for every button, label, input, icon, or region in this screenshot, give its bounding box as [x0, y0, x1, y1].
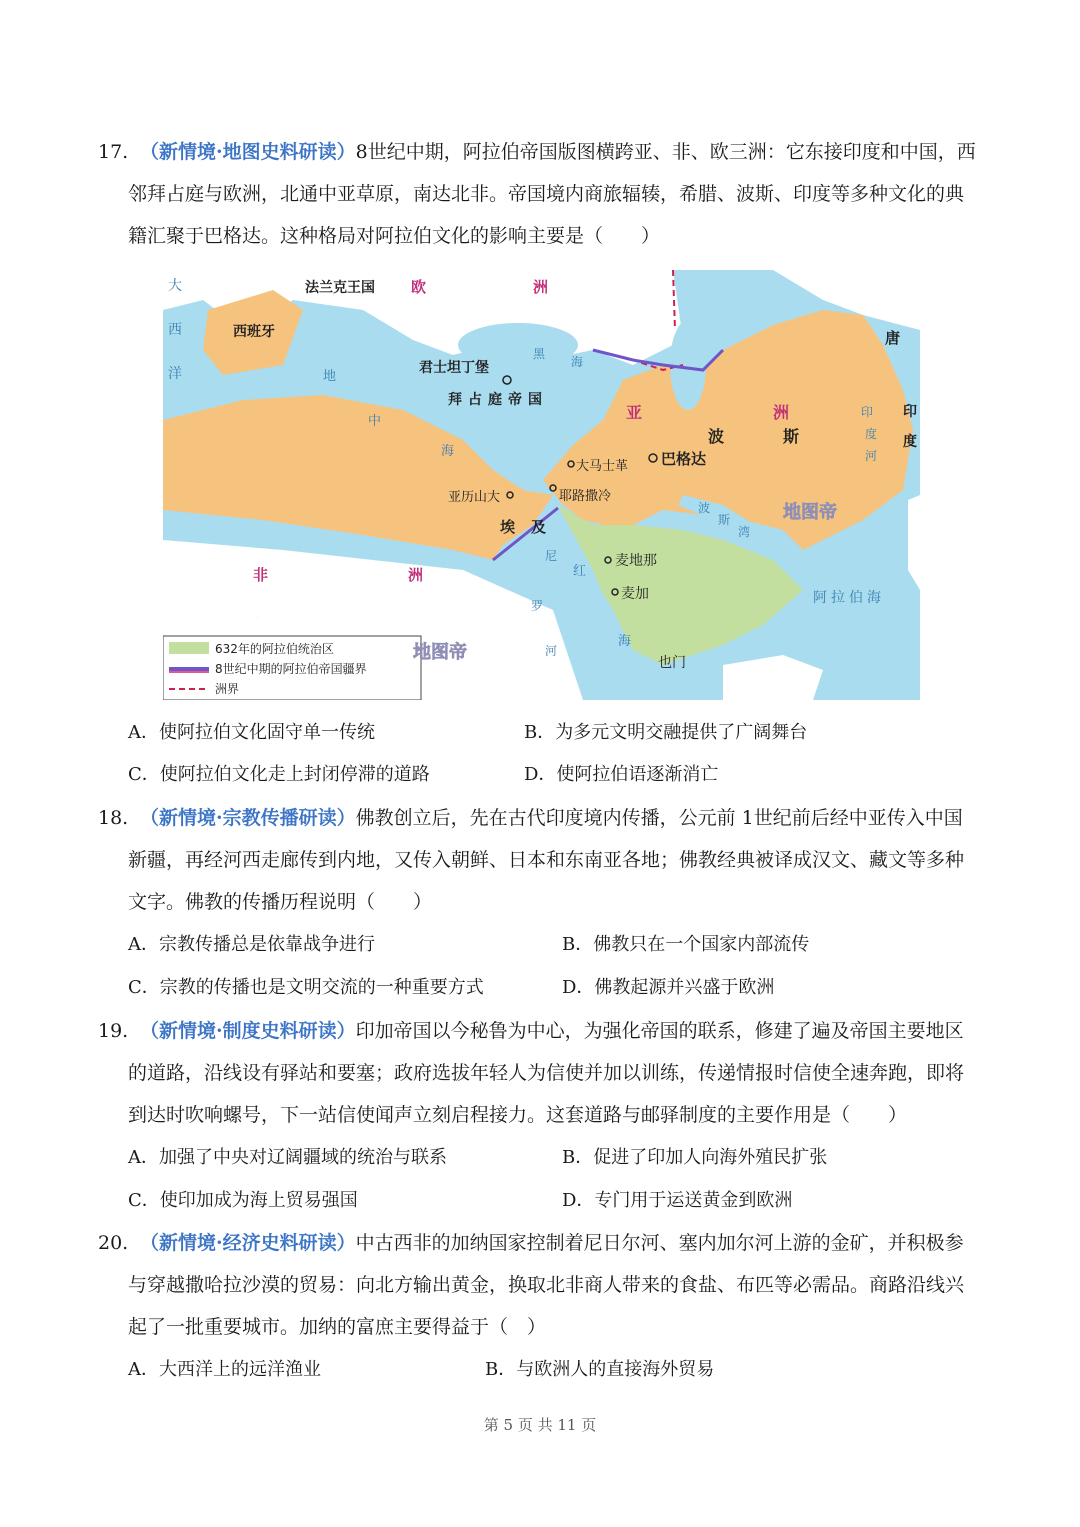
- label-asia-2: 洲: [773, 403, 790, 422]
- label-nile-3: 河: [545, 644, 558, 658]
- question-19-tag: （新情境·制度史料研读）: [140, 1020, 356, 1042]
- label-indus-3: 河: [865, 449, 878, 463]
- arab-empire-map: [163, 270, 920, 700]
- label-spain: 西班牙: [233, 324, 275, 340]
- legend-label-early: 632年的阿拉伯统治区: [215, 642, 334, 656]
- q19-option-a: A．加强了中央对辽阔疆域的统治与联系: [128, 1147, 447, 1168]
- question-20-tag: （新情境·经济史料研读）: [140, 1232, 356, 1254]
- label-nile-2: 罗: [531, 599, 544, 613]
- map-title: 阿拉伯帝国: [218, 609, 329, 634]
- label-europe-1: 欧: [411, 278, 427, 296]
- caspian-sea: [670, 320, 706, 410]
- q19-option-b: B．促进了印加人向海外殖民扩张: [562, 1147, 828, 1168]
- question-18-line-1: （新情境·宗教传播研读）佛教创立后，先在古代印度境内传播，公元前 1世纪前后经中亚传入中国: [140, 807, 963, 829]
- label-byzantine: 拜占庭帝国: [448, 392, 548, 408]
- q17-option-d: D．使阿拉伯语逐渐消亡: [524, 764, 719, 785]
- label-europe-2: 洲: [533, 278, 549, 296]
- question-17-number: 17.: [98, 141, 129, 163]
- label-tang: 唐: [885, 329, 901, 347]
- label-india-1: 印: [903, 404, 917, 420]
- label-baghdad: 巴格达: [661, 450, 707, 468]
- q17-option-c: C．使阿拉伯文化走上封闭停滞的道路: [128, 764, 430, 785]
- label-africa-2: 洲: [408, 566, 424, 584]
- question-19-line-3: 到达时吹响螺号，下一站信使闻声立刻启程接力。这套道路与邮驿制度的主要作用是（ ）: [128, 1104, 908, 1126]
- q20-option-b: B．与欧洲人的直接海外贸易: [485, 1359, 715, 1380]
- label-alexandria: 亚历山大: [448, 490, 501, 505]
- q18-option-c: C．宗教的传播也是文明交流的一种重要方式: [128, 977, 484, 998]
- question-18-number: 18.: [98, 807, 129, 829]
- q19-option-c: C．使印加成为海上贸易强国: [128, 1190, 358, 1211]
- label-black-sea-1: 黑: [533, 347, 546, 361]
- q20-option-a: A．大西洋上的远洋渔业: [128, 1359, 321, 1380]
- label-mecca: 麦加: [621, 586, 649, 602]
- q18-option-b: B．佛教只在一个国家内部流传: [562, 934, 810, 955]
- label-gulf-3: 湾: [738, 525, 751, 539]
- label-medina: 麦地那: [615, 553, 657, 569]
- label-jerusalem: 耶路撒冷: [559, 489, 612, 504]
- question-20-line-1: （新情境·经济史料研读）中古西非的加纳国家控制着尼日尔河、塞内加尔河上游的金矿，并积极参: [140, 1232, 964, 1254]
- q19-option-d: D．专门用于运送黄金到欧洲: [562, 1190, 793, 1211]
- page-footer: 第 5 页 共 11 页: [483, 1416, 597, 1434]
- watermark-2: 地图帝: [413, 642, 467, 663]
- label-persia-1: 波: [708, 427, 725, 446]
- label-arabian-sea: 阿拉伯海: [813, 590, 885, 606]
- label-atlantic-2: 西: [168, 322, 182, 338]
- label-med-1: 地: [323, 369, 337, 384]
- question-20-line-3: 起了一批重要城市。加纳的富庶主要得益于（ ）: [128, 1316, 547, 1338]
- q18-option-a: A．宗教传播总是依靠战争进行: [128, 934, 375, 955]
- label-med-2: 中: [368, 414, 382, 429]
- question-19-number: 19.: [98, 1020, 129, 1042]
- label-indus-2: 度: [865, 427, 878, 441]
- label-damascus: 大马士革: [576, 459, 629, 474]
- label-black-sea-2: 海: [571, 355, 584, 369]
- label-gulf-2: 斯: [718, 513, 731, 527]
- label-yemen: 也门: [658, 655, 686, 671]
- label-asia-1: 亚: [626, 403, 643, 422]
- label-franks: 法兰克王国: [305, 280, 375, 296]
- label-nile-1: 尼: [545, 549, 558, 563]
- label-atlantic-3: 洋: [168, 366, 182, 382]
- label-med-3: 海: [441, 444, 455, 459]
- label-india-2: 度: [903, 434, 917, 450]
- question-17-line-3: 籍汇聚于巴格达。这种格局对阿拉伯文化的影响主要是（ ）: [128, 225, 661, 247]
- label-egypt-2: 及: [531, 518, 547, 536]
- question-20-line-2: 与穿越撒哈拉沙漠的贸易：向北方输出黄金，换取北非商人带来的食盐、布匹等必需品。商路沿线兴: [128, 1274, 965, 1296]
- question-20-number: 20.: [98, 1232, 129, 1254]
- q18-option-d: D．佛教起源并兴盛于欧洲: [562, 977, 775, 998]
- question-17-tag: （新情境·地图史料研读）: [140, 141, 356, 163]
- question-17-line-2: 邻拜占庭与欧洲，北通中亚草原，南达北非。帝国境内商旅辐辏，希腊、波斯、印度等多种文化的典: [128, 183, 965, 205]
- label-constantinople: 君士坦丁堡: [419, 360, 489, 376]
- question-18-tag: （新情境·宗教传播研读）: [140, 807, 356, 829]
- label-egypt-1: 埃: [500, 518, 516, 536]
- label-africa-1: 非: [253, 566, 269, 584]
- label-persia-2: 斯: [783, 427, 800, 446]
- legend-label-continent: 洲界: [215, 682, 240, 696]
- question-19-line-1: （新情境·制度史料研读）印加帝国以今秘鲁为中心，为强化帝国的联系，修建了遍及帝国主要地区: [140, 1020, 964, 1042]
- label-indus-1: 印: [861, 405, 874, 419]
- legend-swatch-early: [169, 642, 209, 654]
- label-red-sea-1: 红: [573, 564, 587, 579]
- q17-option-a: A．使阿拉伯文化固守单一传统: [128, 722, 375, 743]
- legend-label-border: 8世纪中期的阿拉伯帝国疆界: [215, 662, 367, 676]
- question-18-line-2: 新疆，再经河西走廊传到内地，又传入朝鲜、日本和东南亚各地；佛教经典被译成汉文、藏文等多种: [128, 849, 965, 871]
- watermark-1: 地图帝: [783, 502, 837, 523]
- label-red-sea-2: 海: [618, 634, 632, 649]
- question-19-line-2: 的道路，沿线设有驿站和要塞；政府选拔年轻人为信使并加以训练，传递情报时信使全速奔跑，即将: [128, 1062, 965, 1084]
- question-18-line-3: 文字。佛教的传播历程说明（ ）: [128, 891, 433, 913]
- question-17-line-1: （新情境·地图史料研读）8世纪中期，阿拉伯帝国版图横跨亚、非、欧三洲：它东接印度和中国，西: [140, 141, 976, 163]
- label-gulf-1: 波: [698, 501, 711, 515]
- q17-option-b: B．为多元文明交融提供了广阔舞台: [524, 722, 808, 743]
- label-atlantic-1: 大: [168, 278, 182, 294]
